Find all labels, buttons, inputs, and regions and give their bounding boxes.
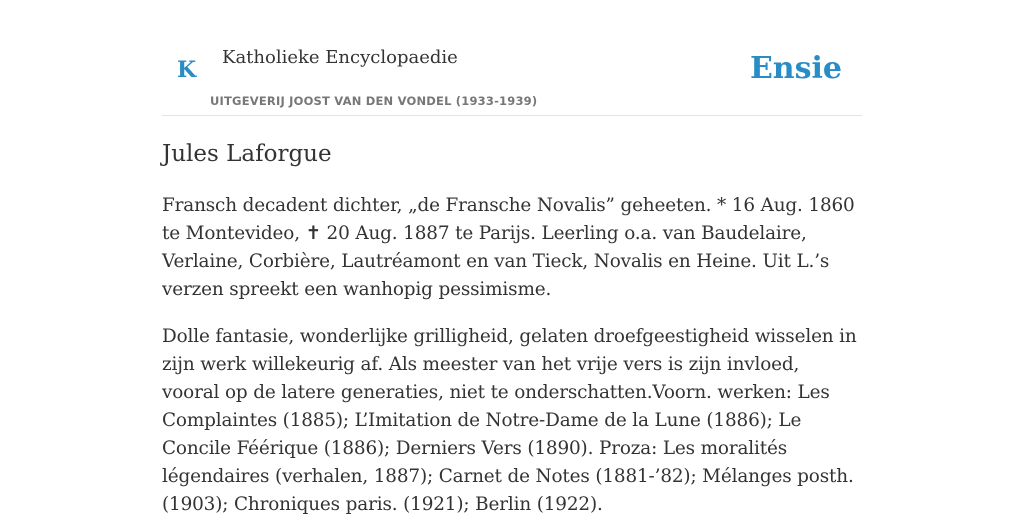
header [162, 0, 862, 116]
page [162, 0, 862, 515]
brand-logo[interactable]: Ensie [749, 51, 842, 86]
book-title[interactable]: Katholieke Encyclopaedie [222, 47, 458, 68]
entry-title: Jules Laforgue [162, 141, 332, 167]
book-logo[interactable]: K [177, 57, 197, 83]
entry-paragraph: Dolle fantasie, wonderlijke grilligheid, gelaten droefgeestigheid wisselen in zijn werk willekeurig af. Als meester van het vrije vers is zijn invloed, vooral op de latere generaties, niet te onderschatten.Voorn. werken: Les Complaintes (1885); L’Imitation de Notre-Dame de la Lune (1886); Le Concile Féérique (1886); Derniers Vers (1890). Proza: Les moralités légendaires (verhalen, 1887); Carnet de Notes (1881-’82); Mélanges posth. (1903); Chroniques paris. (1921); Berlin (1922). [162, 326, 857, 515]
publisher-label: UITGEVERIJ JOOST VAN DEN VONDEL (1933-1939) [210, 94, 538, 108]
entry-paragraph: Fransch decadent dichter, „de Fransche Novalis” geheeten. * 16 Aug. 1860 te Montevideo, ✝ 20 Aug. 1887 te Parijs. Leerling o.a. van Baudelaire, Verlaine, Corbière, Lautréamont en van Tieck, Novalis en Heine. Uit L.’s verzen spreekt een wanhopig pessimisme. [162, 195, 855, 300]
